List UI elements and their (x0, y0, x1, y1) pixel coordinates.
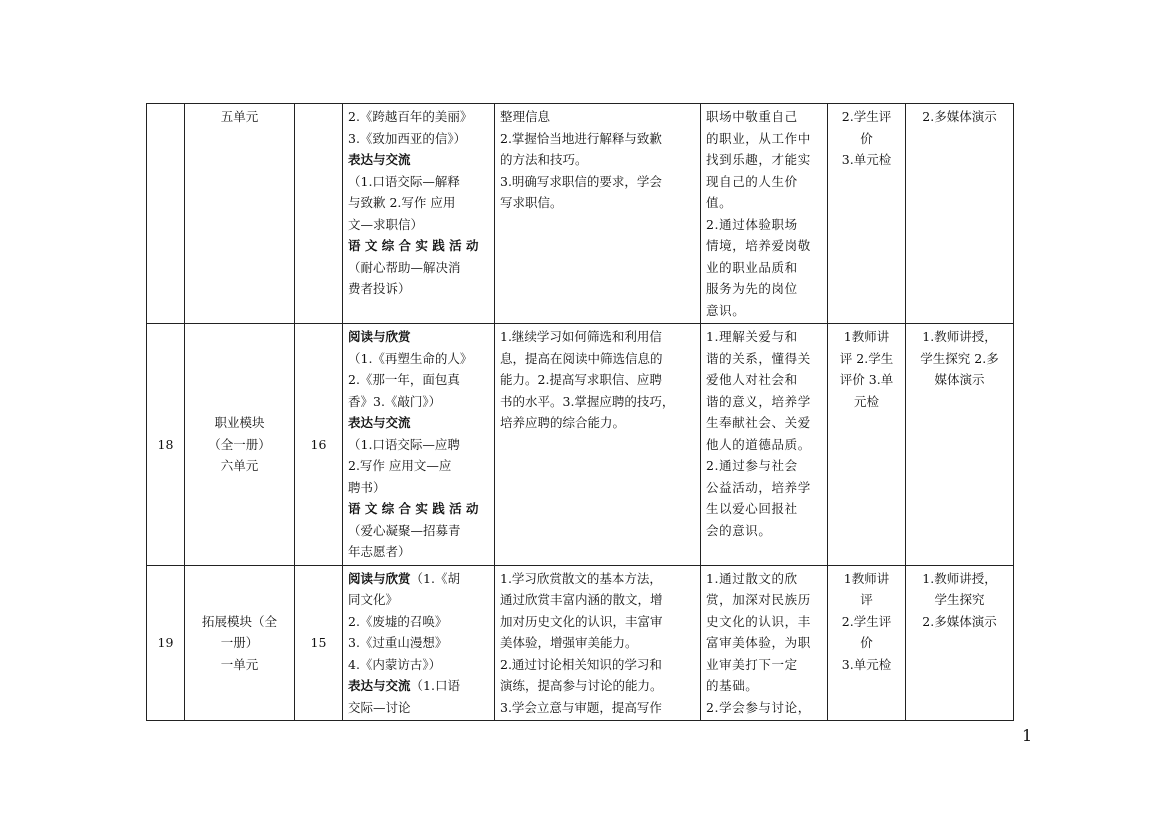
cell-line: 生以爱心回报社 (706, 501, 798, 516)
bold-heading: 表达与交流 (348, 678, 411, 693)
cell-line: 价 (860, 635, 873, 650)
module-cell (185, 565, 295, 721)
cell-line: 1.理解关爱与和 (706, 329, 798, 344)
content-line: 2.《那一年，面包真 (348, 372, 460, 387)
cell-line: 整理信息 (500, 109, 551, 124)
cell-line: 演练，提高参与讨论的能力。 (500, 678, 663, 693)
course-plan-table (146, 103, 1014, 721)
cell-line: 赏，加深对民族历 (706, 592, 811, 607)
cell-line: 2.通过体验职场 (706, 216, 798, 232)
hours-cell (295, 104, 343, 324)
content-line: （1.口语交际—应聘 (348, 436, 460, 452)
cell-line: 会的意识。 (706, 522, 772, 538)
hours-cell: 16 (295, 324, 343, 566)
content-line: 聘书） (348, 479, 386, 495)
cell-line: 评 2.学生 (839, 350, 894, 366)
cell-line: 美体验，增强审美能力。 (500, 635, 638, 650)
evaluation-cell (828, 324, 906, 566)
content-line: （耐心帮助—解决消 (348, 259, 461, 275)
cell-line: 意识。 (706, 302, 746, 318)
content-line: 4.《内蒙访古》） (348, 656, 442, 672)
cell-line: 写求职信。 (500, 195, 563, 210)
bold-heading: 阅读与欣赏 (348, 570, 411, 586)
cell-line: 公益活动，培养学 (706, 479, 811, 495)
cell-line: 一册） (220, 635, 259, 650)
content-line: 费者投诉） (348, 281, 411, 296)
cell-line: 的职业，从工作中 (706, 130, 811, 146)
evaluation-cell (828, 104, 906, 324)
cell-line: 职业模块 (214, 415, 265, 430)
cell-line: 业审美打下一定 (706, 656, 798, 672)
cell-line: 学生探究 (934, 592, 985, 607)
cell-line: 值。 (706, 195, 733, 210)
cell-line: 培养应聘的综合能力。 (500, 415, 626, 430)
lesson-number-cell (147, 104, 185, 324)
cell-line: 学生探究 2.多 (920, 350, 999, 366)
content-line: 与致歉 2.写作 应用 (348, 195, 456, 210)
content-line: 3.《过重山漫想》 (348, 635, 448, 650)
cell-line: 价 (860, 130, 873, 146)
cell-line: 2.多媒体演示 (922, 613, 997, 629)
cell-line: 富审美体验，为职 (706, 635, 811, 650)
content-line: 2.《跨越百年的美丽》 (348, 109, 473, 124)
cell-line: 2.通过讨论相关知识的学习和 (500, 656, 662, 672)
cell-line: 息，提高在阅读中筛选信息的 (500, 350, 663, 366)
cell-line: 3.明确写求职信的要求，学会 (500, 173, 662, 189)
content-line: 香》3.《敲门》） (348, 393, 442, 409)
content-line: 交际—讨论 (348, 699, 411, 715)
cell-line: 1.通过散文的欣 (706, 570, 798, 586)
cell-line: 3.单元检 (841, 152, 892, 167)
cell-line: 媒体演示 (934, 372, 985, 387)
content-line: 语 文 综 合 实 践 活 动 (348, 501, 479, 516)
content-line: 同文化》 (348, 592, 399, 607)
cell-line: 生奉献社会、关爱 (706, 415, 811, 430)
cell-line: 2.学生评 (841, 109, 892, 124)
cell-line: 找到乐趣，才能实 (706, 152, 811, 167)
cell-line: 五单元 (220, 109, 259, 124)
cell-line: 评 (860, 592, 873, 607)
cell-line: 他人的道德品质。 (706, 436, 811, 452)
table-row (147, 104, 1014, 324)
content-line: 阅读与欣赏（1.《胡 (348, 570, 460, 586)
quality-cell (701, 324, 828, 566)
method-cell (906, 324, 1014, 566)
hours-cell: 15 (295, 565, 343, 721)
cell-line: 情境，培养爱岗敬 (706, 238, 811, 253)
module-cell (185, 104, 295, 324)
method-cell (906, 104, 1014, 324)
quality-cell (701, 104, 828, 324)
content-line: 表达与交流（1.口语 (348, 678, 460, 693)
cell-line: 的基础。 (706, 678, 759, 693)
module-cell (185, 324, 295, 566)
cell-line: 拓展模块（全 (201, 613, 277, 629)
content-line: 阅读与欣赏 (348, 329, 411, 344)
goals-cell (495, 104, 701, 324)
cell-line: 谐的意义，培养学 (706, 393, 811, 409)
content-cell (343, 104, 495, 324)
content-line: 2.《废墟的召唤》 (348, 613, 448, 629)
table-row (147, 324, 1014, 566)
content-line: 表达与交流 (348, 415, 411, 430)
cell-line: 加对历史文化的认识，丰富审 (500, 613, 663, 629)
content-line: （爱心凝聚—招募青 (348, 522, 461, 538)
cell-line: 1.继续学习如何筛选和利用信 (500, 329, 662, 344)
content-line: 表达与交流 (348, 152, 411, 167)
evaluation-cell (828, 565, 906, 721)
cell-line: 职场中敬重自己 (706, 109, 798, 124)
cell-line: 2.通过参与社会 (706, 458, 798, 473)
quality-cell (701, 565, 828, 721)
cell-line: 能力。2.提高写求职信、应聘 (500, 372, 662, 387)
cell-line: 评价 3.单 (839, 372, 894, 387)
cell-line: 业的职业品质和 (706, 259, 798, 275)
cell-line: 1.学习欣赏散文的基本方法， (500, 570, 662, 586)
cell-line: 通过欣赏丰富内涵的散文，增 (500, 592, 663, 607)
cell-line: 现自己的人生价 (706, 173, 798, 189)
lesson-number-cell: 18 (147, 324, 185, 566)
cell-line: 服务为先的岗位 (706, 281, 798, 296)
page-number: 1 (1022, 726, 1033, 745)
content-line: 年志愿者） (348, 544, 411, 559)
content-line: 3.《致加西亚的信》） (348, 130, 467, 146)
cell-line: 爱他人对社会和 (706, 372, 798, 387)
goals-cell (495, 324, 701, 566)
cell-line: （全一册） (208, 436, 271, 452)
content-cell (343, 324, 495, 566)
cell-line: 2.掌握恰当地进行解释与致歉 (500, 130, 662, 146)
cell-line: 1教师讲 (843, 570, 890, 586)
method-cell (906, 565, 1014, 721)
cell-line: 2.学会参与讨论， (706, 699, 811, 715)
lesson-number-cell: 19 (147, 565, 185, 721)
cell-line: 2.学生评 (841, 613, 892, 629)
cell-line: 书的水平。3.掌握应聘的技巧， (500, 393, 675, 409)
cell-line: 谐的关系，懂得关 (706, 350, 811, 366)
content-line: 语 文 综 合 实 践 活 动 (348, 238, 479, 253)
cell-line: 1.教师讲授， (922, 329, 997, 344)
content-line: （1.口语交际—解释 (348, 173, 460, 189)
content-cell (343, 565, 495, 721)
cell-line: 的方法和技巧。 (500, 152, 588, 167)
cell-line: 3.学会立意与审题，提高写作 (500, 699, 662, 715)
content-line: 2.写作 应用文—应 (348, 458, 452, 473)
cell-line: 2.多媒体演示 (922, 109, 997, 124)
table-row (147, 565, 1014, 721)
cell-line: 元检 (853, 393, 879, 409)
content-line: （1.《再塑生命的人》 (348, 350, 473, 366)
content-line: 文—求职信） (348, 216, 424, 232)
cell-line: 3.单元检 (841, 656, 892, 672)
cell-line: 1教师讲 (843, 329, 890, 344)
goals-cell (495, 565, 701, 721)
cell-line: 史文化的认识，丰 (706, 613, 811, 629)
cell-line: 六单元 (220, 458, 259, 473)
cell-line: 1.教师讲授， (922, 570, 997, 586)
cell-line: 一单元 (220, 656, 259, 672)
